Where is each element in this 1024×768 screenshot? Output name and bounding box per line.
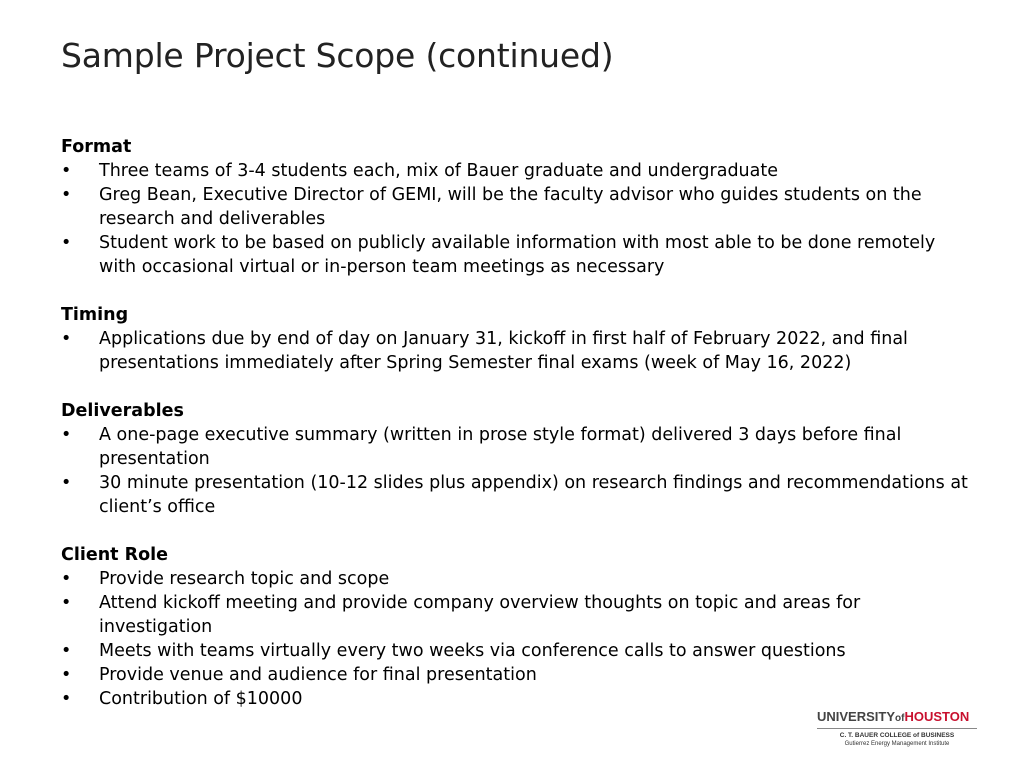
section-deliverables <box>61 399 971 519</box>
section-heading-timing: Timing <box>61 305 129 325</box>
bullet-list-timing <box>61 327 971 375</box>
slide-content <box>61 135 971 735</box>
list-item-text: Attend kickoff meeting and provide company overview thoughts on topic and areas for investigation <box>99 593 861 637</box>
section-client-role <box>61 543 971 711</box>
bullet-icon: • <box>61 425 72 445</box>
section-format <box>61 135 971 279</box>
logo-houston-text: HOUSTON <box>904 709 970 724</box>
list-item <box>61 567 971 591</box>
section-timing <box>61 303 971 375</box>
logo-college-text: C. T. BAUER COLLEGE of BUSINESS <box>839 732 955 739</box>
list-item-text: Three teams of 3-4 students each, mix of Bauer graduate and undergraduate <box>99 161 779 181</box>
bullet-icon: • <box>61 569 72 589</box>
university-logo <box>817 709 977 748</box>
list-item <box>61 183 971 231</box>
bullet-icon: • <box>61 665 72 685</box>
list-item <box>61 471 971 519</box>
list-item-text: Student work to be based on publicly available information with most able to be done remotely with occasional virtual or in-person team meetings as necessary <box>99 233 936 277</box>
section-heading-client-role: Client Role <box>61 545 168 565</box>
logo-wordmark <box>817 709 977 727</box>
bullet-icon: • <box>61 593 72 613</box>
list-item <box>61 591 971 639</box>
bullet-icon: • <box>61 233 72 253</box>
list-item <box>61 159 971 183</box>
list-item <box>61 663 971 687</box>
list-item <box>61 231 971 279</box>
bullet-icon: • <box>61 689 72 709</box>
bullet-icon: • <box>61 473 72 493</box>
bullet-icon: • <box>61 185 72 205</box>
list-item-text: Contribution of $10000 <box>99 689 303 709</box>
slide-title: Sample Project Scope (continued) <box>61 36 614 75</box>
bullet-list-client-role <box>61 567 971 711</box>
section-heading-deliverables: Deliverables <box>61 401 184 421</box>
list-item <box>61 327 971 375</box>
list-item-text: Greg Bean, Executive Director of GEMI, will be the faculty advisor who guides students on the research and deliverables <box>99 185 922 229</box>
list-item <box>61 687 971 711</box>
logo-of-text: of <box>895 713 905 724</box>
logo-university-text: UNIVERSITY <box>817 709 896 724</box>
bullet-list-deliverables <box>61 423 971 519</box>
list-item <box>61 639 971 663</box>
bullet-icon: • <box>61 329 72 349</box>
logo-divider <box>817 728 977 729</box>
bullet-icon: • <box>61 641 72 661</box>
list-item-text: A one-page executive summary (written in prose style format) delivered 3 days before final presentation <box>99 425 902 469</box>
list-item-text: Applications due by end of day on January 31, kickoff in first half of February 2022, and final presentations immediately after Spring Semester final exams (week of May 16, 2022) <box>99 329 908 373</box>
list-item-text: Provide research topic and scope <box>99 569 390 589</box>
bullet-list-format <box>61 159 971 279</box>
list-item <box>61 423 971 471</box>
list-item-text: Meets with teams virtually every two weeks via conference calls to answer questions <box>99 641 846 661</box>
bullet-icon: • <box>61 161 72 181</box>
list-item-text: Provide venue and audience for final presentation <box>99 665 537 685</box>
logo-institute-text: Gutierrez Energy Management Institute <box>844 741 950 747</box>
list-item-text: 30 minute presentation (10-12 slides plus appendix) on research findings and recommendations at client’s office <box>99 473 968 517</box>
section-heading-format: Format <box>61 137 132 157</box>
